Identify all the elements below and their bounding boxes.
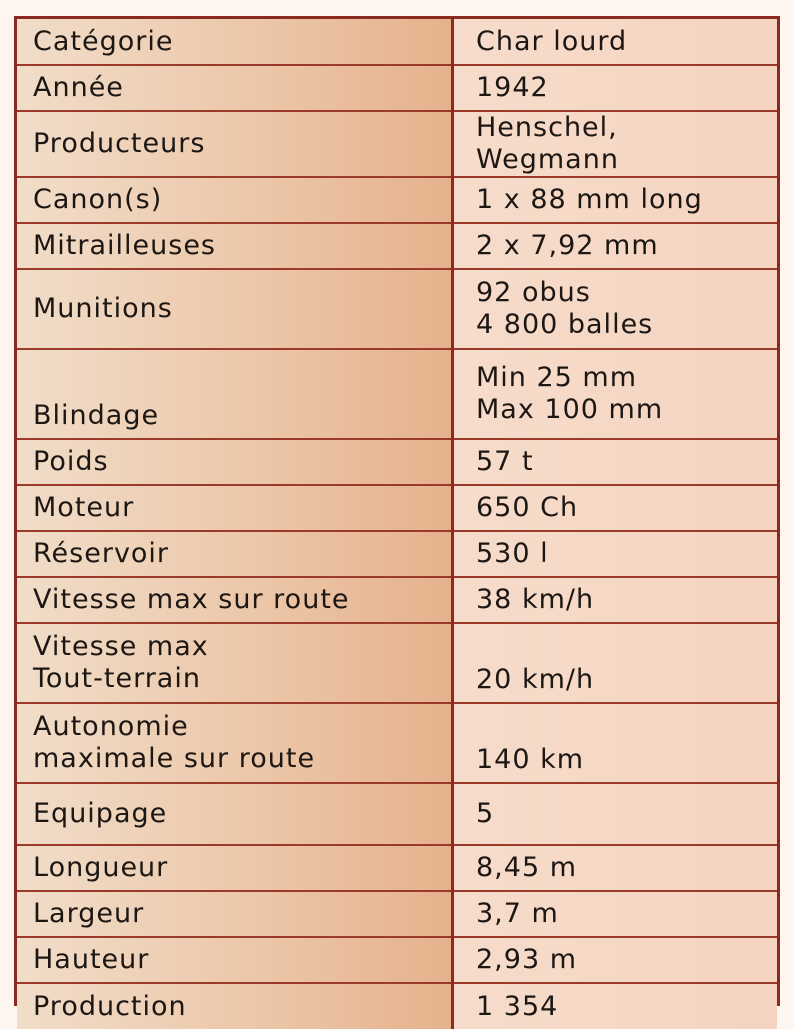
row-value: 8,45 m [453,845,778,891]
table-row [17,983,777,1029]
row-value: 2,93 m [453,937,778,983]
row-value: 38 km/h [453,577,778,623]
row-value: 530 l [453,531,778,577]
row-label: Canon(s) [17,177,453,223]
table-row [17,349,777,439]
row-label: Vitesse max sur route [17,577,453,623]
spec-sheet [14,16,780,1022]
row-value: 2 x 7,92 mm [453,223,778,269]
table-row [17,439,777,485]
table-row [17,577,777,623]
row-value: 5 [453,783,778,845]
row-value: 57 t [453,439,778,485]
table-row [17,783,777,845]
table-row [17,703,777,783]
row-label: Mitrailleuses [17,223,453,269]
row-label: Vitesse max Tout-terrain [17,623,453,703]
row-value: 1 354 [453,983,778,1029]
row-value: 20 km/h [453,623,778,703]
table-row [17,845,777,891]
row-value: 140 km [453,703,778,783]
row-value: Henschel, Wegmann [453,111,778,177]
row-label: Equipage [17,783,453,845]
row-label: Producteurs [17,111,453,177]
table-row [17,269,777,349]
row-value: 1942 [453,65,778,111]
table-row [17,111,777,177]
row-label: Réservoir [17,531,453,577]
row-label: Autonomie maximale sur route [17,703,453,783]
row-value: Char lourd [453,19,778,65]
table-row [17,891,777,937]
table-row [17,223,777,269]
table-row [17,65,777,111]
row-label: Année [17,65,453,111]
row-value: 3,7 m [453,891,778,937]
table-row [17,937,777,983]
row-value: 650 Ch [453,485,778,531]
row-label: Hauteur [17,937,453,983]
table-row [17,19,777,65]
row-label: Poids [17,439,453,485]
row-label: Catégorie [17,19,453,65]
table-row [17,623,777,703]
table-row [17,177,777,223]
row-label: Blindage [17,349,453,439]
row-label: Production [17,983,453,1029]
row-value: Min 25 mm Max 100 mm [453,349,778,439]
row-label: Longueur [17,845,453,891]
row-label: Moteur [17,485,453,531]
row-value: 92 obus 4 800 balles [453,269,778,349]
row-label: Munitions [17,269,453,349]
row-value: 1 x 88 mm long [453,177,778,223]
table-row [17,531,777,577]
table-row [17,485,777,531]
specs-table [17,19,777,1029]
row-label: Largeur [17,891,453,937]
